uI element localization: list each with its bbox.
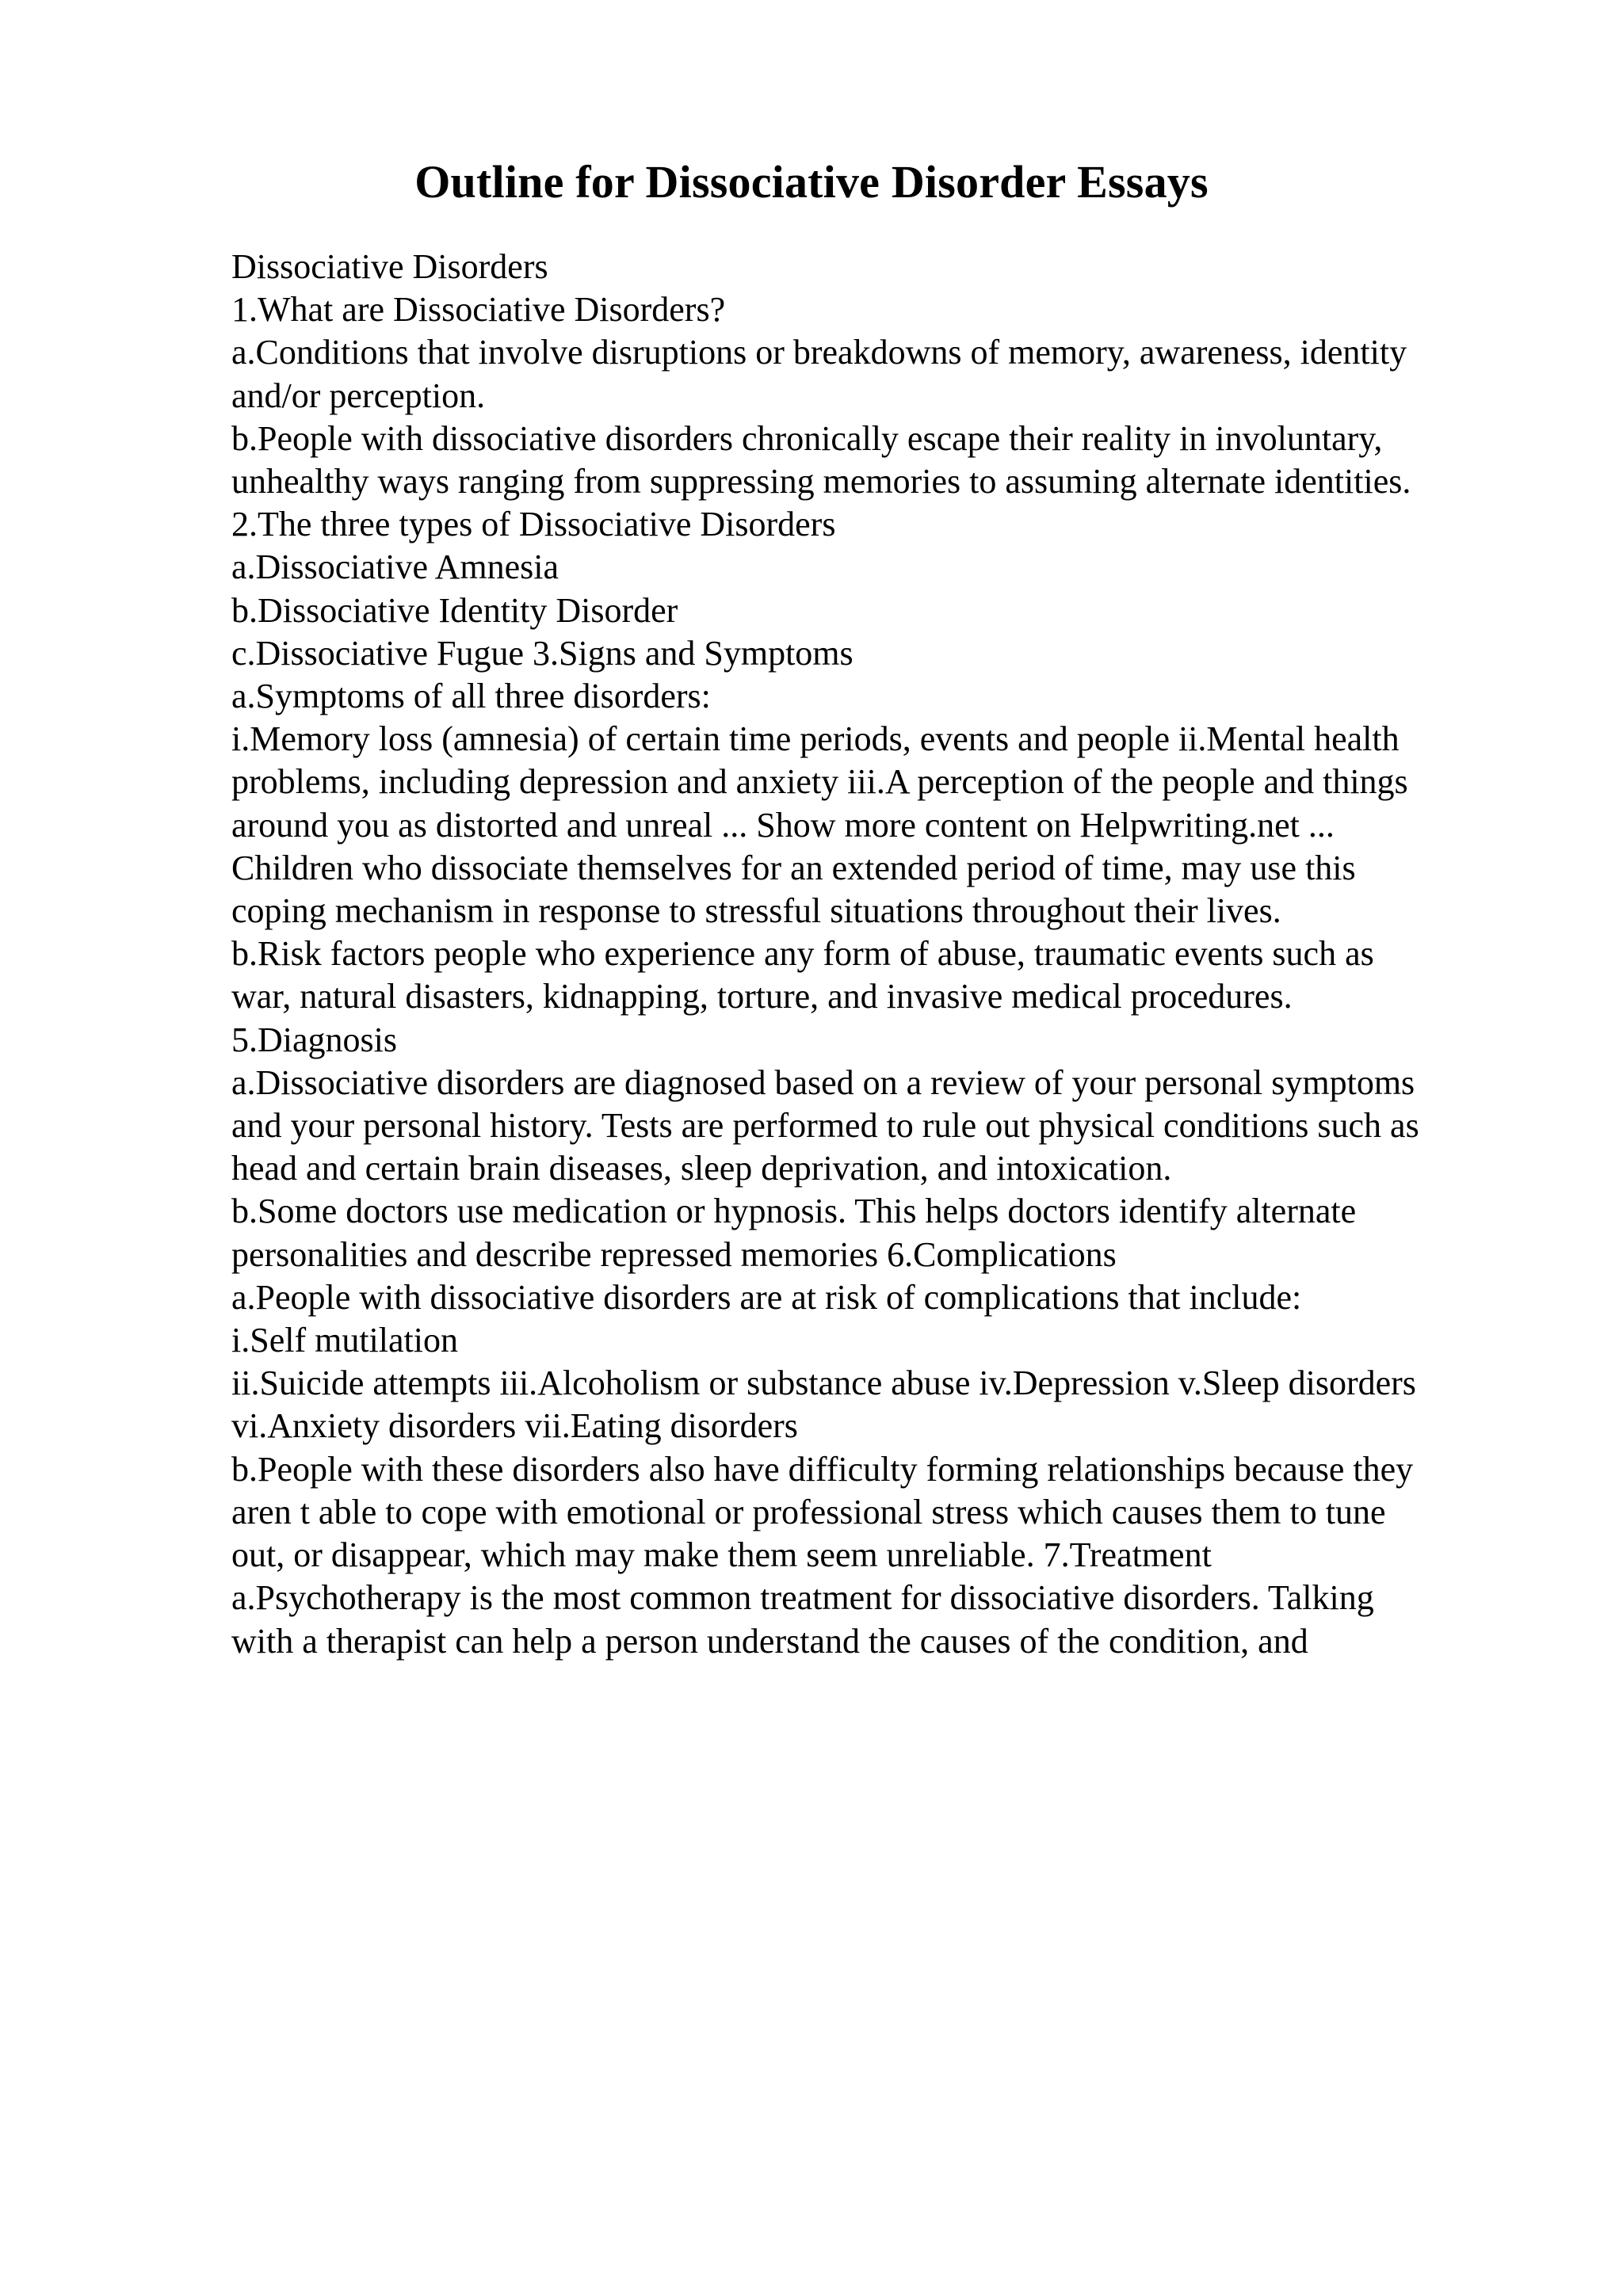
body-text-line: b.Some doctors use medication or hypnosis. This helps doctors identify alternate [231, 1192, 1357, 1231]
body-text-line: 1.What are Dissociative Disorders? [231, 290, 726, 330]
body-text-line: ii.Suicide attempts iii.Alcoholism or substance abuse iv.Depression v.Sleep disorders [231, 1363, 1416, 1403]
document-title: Outline for Dissociative Disorder Essays [414, 156, 1209, 208]
body-text-line: a.Psychotherapy is the most common treatment for dissociative disorders. Talking [231, 1578, 1374, 1618]
body-text-line: 2.The three types of Dissociative Disorders [231, 505, 836, 544]
body-text-line: out, or disappear, which may make them seem unreliable. 7.Treatment [231, 1535, 1212, 1575]
body-text-line: and your personal history. Tests are performed to rule out physical conditions such as [231, 1106, 1419, 1146]
body-text-line: 5.Diagnosis [231, 1020, 397, 1059]
body-text-line: war, natural disasters, kidnapping, torture, and invasive medical procedures. [231, 977, 1293, 1016]
body-text-line: b.Dissociative Identity Disorder [231, 590, 678, 630]
body-text-line: with a therapist can help a person understand the causes of the condition, and [231, 1621, 1308, 1661]
body-text-line: i.Memory loss (amnesia) of certain time periods, events and people ii.Mental health [231, 719, 1400, 759]
body-text-line: unhealthy ways ranging from suppressing memories to assuming alternate identities. [231, 462, 1411, 502]
document-body [231, 246, 1515, 1663]
body-text-line: c.Dissociative Fugue 3.Signs and Symptoms [231, 633, 854, 673]
body-text-line: coping mechanism in response to stressful situations throughout their lives. [231, 891, 1281, 931]
body-text-line: and/or perception. [231, 376, 486, 415]
body-text-line: i.Self mutilation [231, 1321, 458, 1360]
body-text-line: problems, including depression and anxiety iii.A perception of the people and things [231, 762, 1408, 802]
body-text-line: head and certain brain diseases, sleep deprivation, and intoxication. [231, 1149, 1172, 1188]
body-text-line: a.Dissociative Amnesia [231, 547, 559, 587]
body-text-line: a.Dissociative disorders are diagnosed based on a review of your personal symptoms [231, 1062, 1415, 1102]
body-text-line: b.People with dissociative disorders chronically escape their reality in involuntary, [231, 418, 1383, 458]
body-text-line: personalities and describe repressed memories 6.Complications [231, 1234, 1117, 1274]
body-text-line: Dissociative Disorders [231, 247, 548, 286]
body-text-line: a.Symptoms of all three disorders: [231, 677, 711, 716]
body-text-line: b.Risk factors people who experience any form of abuse, traumatic events such as [231, 934, 1374, 974]
body-text-line: Children who dissociate themselves for an extended period of time, may use this [231, 848, 1356, 887]
body-text-line: a.People with dissociative disorders are at risk of complications that include: [231, 1277, 1302, 1317]
body-text-line: aren t able to cope with emotional or professional stress which causes them to tune [231, 1492, 1386, 1531]
body-text-line: vi.Anxiety disorders vii.Eating disorders [231, 1406, 798, 1446]
body-text-line: around you as distorted and unreal ... Show more content on Helpwriting.net ... [231, 805, 1335, 845]
body-text-line: a.Conditions that involve disruptions or breakdowns of memory, awareness, identity [231, 333, 1407, 372]
body-text-line: b.People with these disorders also have difficulty forming relationships because they [231, 1449, 1414, 1489]
